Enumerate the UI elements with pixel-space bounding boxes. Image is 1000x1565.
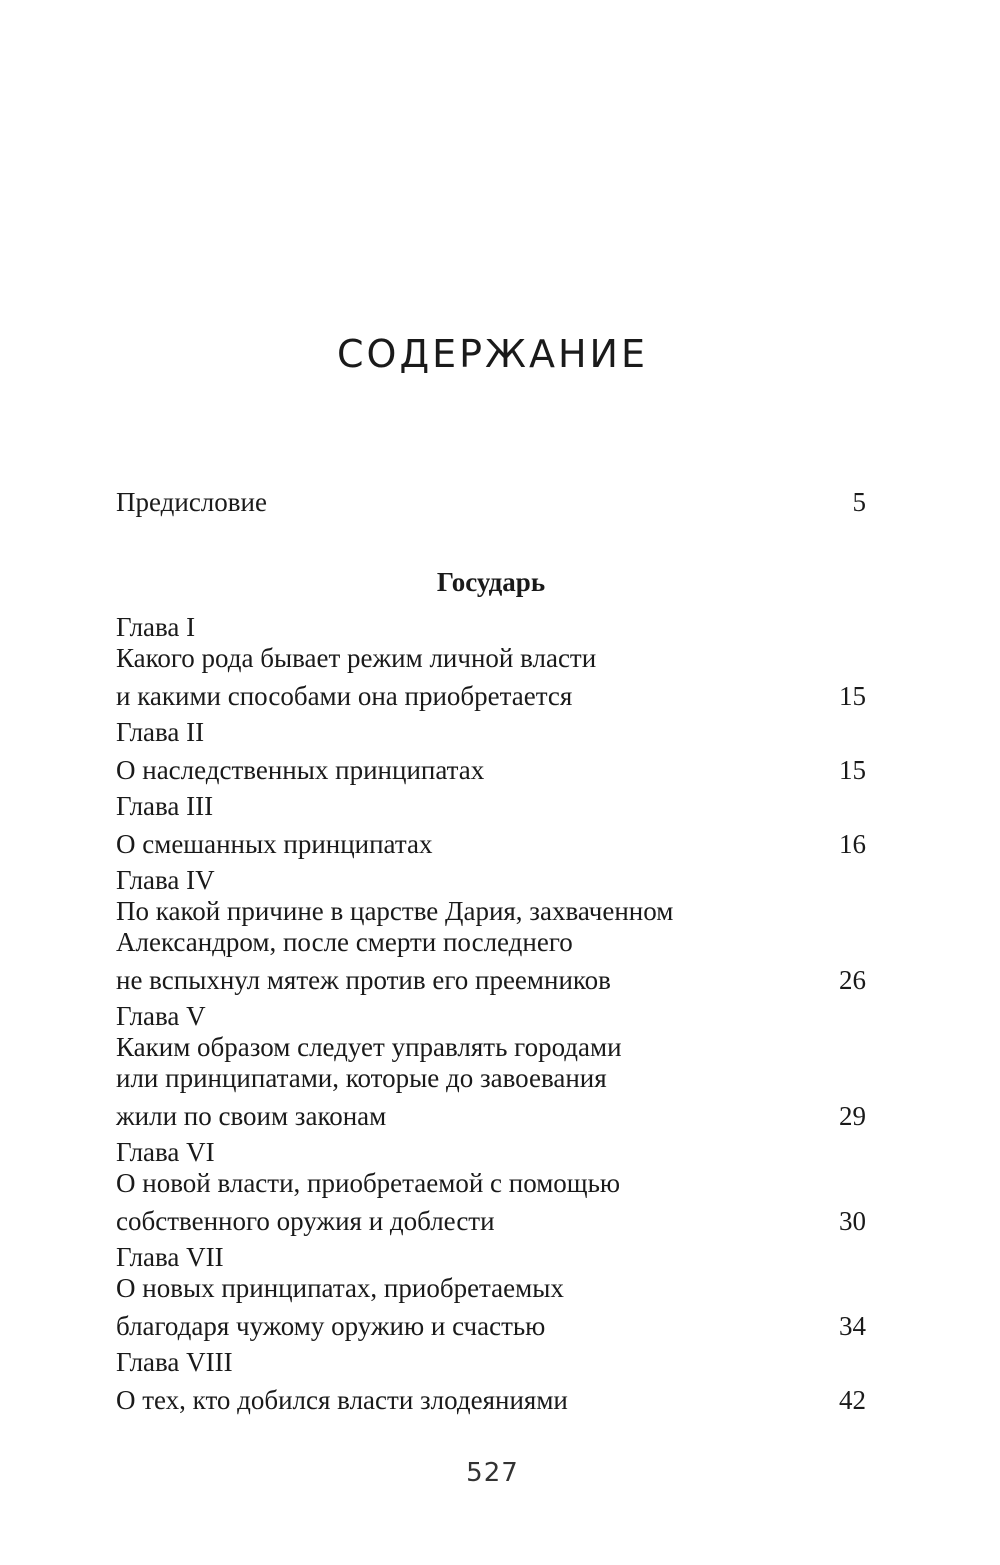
chapter-label: Глава VII [116,1242,224,1272]
section-heading: Государь [436,567,546,597]
chapter-title-line: Александром, после смерти последнего [116,927,573,957]
dot-leader [400,1094,818,1125]
chapter-title-line: жили по своим законам [116,1101,387,1131]
toc-entry-chapter[interactable] [116,1242,866,1341]
chapter-label: Глава V [116,1001,206,1031]
page-number: 29 [839,1101,866,1131]
dot-leader [559,1304,818,1335]
chapter-list [116,612,866,1415]
page-number: 30 [839,1206,866,1236]
toc-entry-chapter[interactable] [116,865,866,995]
page-number: 15 [839,755,866,785]
page-folio: 527 [466,1458,519,1488]
chapter-title-line: и какими способами она приобретается [116,681,573,711]
chapter-title-line: О смешанных принципатах [116,829,433,859]
page-number: 5 [852,487,866,517]
chapter-title-last-line [116,958,866,995]
dot-leader [498,748,818,779]
toc-entry-chapter[interactable] [116,791,866,859]
chapter-label: Глава IV [116,865,215,895]
chapter-title-line: О новых принципатах, приобретаемых [116,1273,564,1303]
entry-title: Предисловие [116,487,267,517]
toc-entry-chapter[interactable] [116,1347,866,1415]
chapter-title-last-line [116,1094,866,1131]
chapter-label: Глава VI [116,1137,215,1167]
toc-entry-preface[interactable] [116,480,866,517]
table-of-contents [116,480,866,1421]
page-number: 16 [839,829,866,859]
dot-leader [281,480,818,511]
chapter-title-line: О наследственных принципатах [116,755,485,785]
toc-entry-chapter[interactable] [116,1137,866,1236]
page-title: СОДЕРЖАНИЕ [337,332,648,376]
chapter-title-last-line [116,748,866,785]
chapter-title-line: О тех, кто добился власти злодеяниями [116,1385,568,1415]
dot-leader [446,822,818,853]
chapter-label: Глава III [116,791,214,821]
chapter-title-last-line [116,674,866,711]
page-number: 15 [839,681,866,711]
chapter-title-line: не вспыхнул мятеж против его преемников [116,965,611,995]
chapter-label: Глава VIII [116,1347,233,1377]
chapter-title-line: собственного оружия и доблести [116,1206,495,1236]
chapter-title-last-line [116,1199,866,1236]
dot-leader [586,674,818,705]
chapter-title-line: По какой причине в царстве Дария, захваченном [116,896,674,926]
chapter-title-line: Какого рода бывает режим личной власти [116,643,597,673]
page-number: 34 [839,1311,866,1341]
page-number: 42 [839,1385,866,1415]
chapter-title-last-line [116,1378,866,1415]
page-number: 26 [839,965,866,995]
chapter-title-line: или принципатами, которые до завоевания [116,1063,607,1093]
chapter-label: Глава I [116,612,196,642]
chapter-label: Глава II [116,717,205,747]
chapter-title-last-line [116,1304,866,1341]
chapter-title-line: благодаря чужому оружию и счастью [116,1311,546,1341]
chapter-title-line: Каким образом следует управлять городами [116,1032,622,1062]
dot-leader [582,1378,818,1409]
dot-leader [625,958,818,989]
chapter-title-last-line [116,822,866,859]
chapter-title-line: О новой власти, приобретаемой с помощью [116,1168,621,1198]
toc-entry-chapter[interactable] [116,1001,866,1131]
dot-leader [509,1199,818,1230]
toc-entry-chapter[interactable] [116,717,866,785]
toc-entry-chapter[interactable] [116,612,866,711]
